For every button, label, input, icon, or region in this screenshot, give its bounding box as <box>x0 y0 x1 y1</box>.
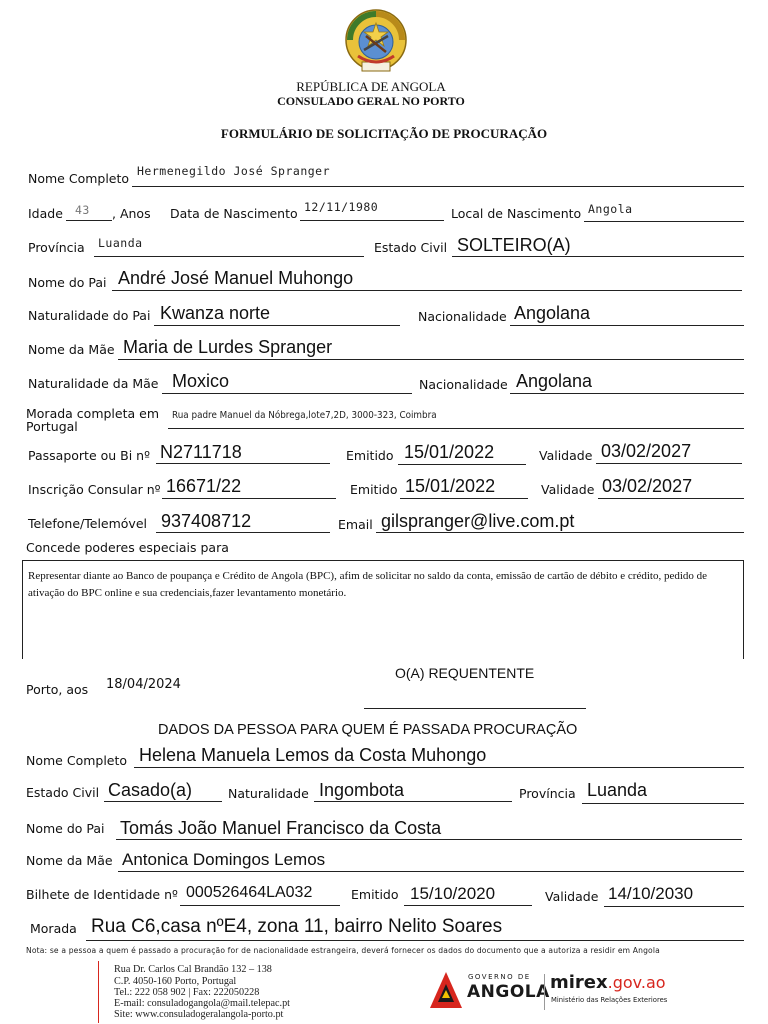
inscricao-validade-line <box>598 498 744 499</box>
attorney-emitido-label: Emitido <box>351 887 399 902</box>
attorney-provincia-line <box>582 803 744 804</box>
morada-label-line1: Morada completa em <box>26 406 159 421</box>
estado-civil-line <box>452 256 744 257</box>
attorney-validade-label: Validade <box>545 889 599 904</box>
nota-text: Nota: se a pessoa a quem é passado a procuração for de nacionalidade estrangeira, deverá fornecer os dados do documento que a autoriza a residir em Angola <box>26 946 660 955</box>
attorney-bi-value[interactable]: 000526464LA032 <box>186 884 313 901</box>
naturalidade-mae-value[interactable]: Moxico <box>172 371 230 391</box>
provincia-line <box>94 256 364 257</box>
passaporte-line <box>156 463 330 464</box>
data-nascimento-value[interactable]: 12/11/1980 <box>304 200 379 214</box>
attorney-nome-pai-value[interactable]: Tomás João Manuel Francisco da Costa <box>120 818 442 838</box>
passaporte-emitido-line <box>398 464 526 465</box>
footer-email[interactable]: E-mail: consuladogangola@mail.telepac.pt <box>114 998 291 1009</box>
nacionalidade-pai-line <box>510 325 744 326</box>
poderes-label: Concede poderes especiais para <box>26 540 229 555</box>
attorney-estado-civil-line <box>104 801 222 802</box>
anos-label: , Anos <box>112 206 151 221</box>
attorney-nome-mae-value[interactable]: Antonica Domingos Lemos <box>122 850 326 869</box>
morada-value[interactable]: Rua padre Manuel da Nóbrega,lote7,2D, 3000-323, Coimbra <box>172 410 437 421</box>
porto-aos-label: Porto, aos <box>26 682 89 697</box>
nome-mae-value[interactable]: Maria de Lurdes Spranger <box>123 337 333 357</box>
attorney-naturalidade-label: Naturalidade <box>228 786 309 801</box>
email-value[interactable]: gilspranger@live.com.pt <box>381 511 575 531</box>
attorney-provincia-value[interactable]: Luanda <box>587 780 648 800</box>
mirex-logo <box>550 972 666 993</box>
attorney-section-title: DADOS DA PESSOA PARA QUEM É PASSADA PROCURAÇÃO <box>158 722 578 738</box>
passaporte-label: Passaporte ou Bi nº <box>28 448 150 463</box>
attorney-nome-pai-label: Nome do Pai <box>26 821 105 836</box>
attorney-nome-value[interactable]: Helena Manuela Lemos da Costa Muhongo <box>139 745 487 765</box>
nacionalidade-pai-label: Nacionalidade <box>418 309 507 324</box>
footer-tel: Tel.: 222 058 902 | Fax: 222050228 <box>114 987 260 998</box>
attorney-emitido-value[interactable]: 15/10/2020 <box>410 884 496 903</box>
nome-mae-label: Nome da Mãe <box>28 342 115 357</box>
naturalidade-mae-line <box>162 393 412 394</box>
provincia-value[interactable]: Luanda <box>98 236 143 250</box>
angola-triangle-icon <box>428 970 464 1010</box>
nome-completo-value[interactable]: Hermenegildo José Spranger <box>137 164 331 178</box>
angola-text: ANGOLA <box>467 982 550 1002</box>
governo-angola-logo <box>428 970 550 1014</box>
requerente-signature-line[interactable] <box>364 708 586 709</box>
inscricao-validade-label: Validade <box>541 482 595 497</box>
email-line <box>376 532 744 533</box>
estado-civil-value[interactable]: SOLTEIRO(A) <box>457 235 571 255</box>
attorney-nome-label: Nome Completo <box>26 753 128 768</box>
morada-line <box>168 428 744 429</box>
footer-site[interactable]: Site: www.consuladogeralangola-porto.pt <box>114 1009 284 1020</box>
nacionalidade-mae-label: Nacionalidade <box>419 377 508 392</box>
naturalidade-mae-label: Naturalidade da Mãe <box>28 376 159 391</box>
angola-coat-of-arms-icon <box>340 6 412 78</box>
passaporte-emitido-value[interactable]: 15/01/2022 <box>404 442 495 462</box>
attorney-validade-line <box>604 906 744 907</box>
header-country: REPÚBLICA DE ANGOLA <box>296 79 446 94</box>
nacionalidade-mae-value[interactable]: Angolana <box>516 371 593 391</box>
mirex-gov-ao-text: .gov.ao <box>607 973 666 992</box>
telefone-value[interactable]: 937408712 <box>161 511 252 531</box>
attorney-nome-line <box>134 767 744 768</box>
footer-address-1: Rua Dr. Carlos Cal Brandão 132 – 138 <box>114 964 272 975</box>
inscricao-emitido-label: Emitido <box>350 482 398 497</box>
passaporte-validade-value[interactable]: 03/02/2027 <box>601 441 692 461</box>
passaporte-validade-line <box>596 463 742 464</box>
attorney-validade-value[interactable]: 14/10/2030 <box>608 884 694 903</box>
attorney-morada-value[interactable]: Rua C6,casa nºE4, zona 11, bairro Nelito Soares <box>91 916 503 937</box>
attorney-morada-line <box>86 940 744 941</box>
attorney-morada-label: Morada <box>30 921 77 936</box>
local-nascimento-label: Local de Nascimento <box>451 206 582 221</box>
nacionalidade-pai-value[interactable]: Angolana <box>514 303 591 323</box>
requerente-label: O(A) REQUENTENTE <box>395 665 535 681</box>
attorney-bi-label: Bilhete de Identidade nº <box>26 887 178 902</box>
attorney-naturalidade-value[interactable]: Ingombota <box>319 780 405 800</box>
attorney-naturalidade-line <box>314 801 512 802</box>
nacionalidade-mae-line <box>510 393 744 394</box>
passaporte-validade-label: Validade <box>539 448 593 463</box>
header-consulate: CONSULADO GERAL NO PORTO <box>277 94 465 108</box>
ministerio-text: Ministério das Relações Exteriores <box>551 996 668 1004</box>
email-label: Email <box>338 517 373 532</box>
provincia-label: Província <box>28 240 85 255</box>
footer-address-2: C.P. 4050-160 Porto, Portugal <box>114 976 237 987</box>
nome-mae-line <box>118 359 744 360</box>
passaporte-emitido-label: Emitido <box>346 448 394 463</box>
attorney-provincia-label: Província <box>519 786 576 801</box>
nome-pai-label: Nome do Pai <box>28 275 107 290</box>
attorney-estado-civil-value[interactable]: Casado(a) <box>108 780 193 800</box>
footer-divider <box>98 961 99 1023</box>
morada-label-line2: Portugal <box>26 419 78 434</box>
coat-of-arms-emblem <box>340 6 412 78</box>
estado-civil-label: Estado Civil <box>374 240 448 255</box>
signature-date[interactable]: 18/04/2024 <box>106 677 181 692</box>
telefone-line <box>156 532 330 533</box>
nome-pai-value[interactable]: André José Manuel Muhongo <box>118 268 354 288</box>
nome-completo-line <box>132 186 744 187</box>
nome-completo-label: Nome Completo <box>28 171 130 186</box>
naturalidade-pai-label: Naturalidade do Pai <box>28 308 151 323</box>
inscricao-consular-value[interactable]: 16671/22 <box>166 476 242 496</box>
attorney-bi-line <box>180 905 340 906</box>
governo-de-text: GOVERNO DE <box>468 973 531 981</box>
attorney-nome-mae-line <box>118 871 744 872</box>
inscricao-validade-value[interactable]: 03/02/2027 <box>602 476 693 496</box>
attorney-emitido-line <box>404 905 532 906</box>
data-nascimento-label: Data de Nascimento <box>170 206 298 221</box>
mirex-text: mirex <box>550 972 608 993</box>
form-title: FORMULÁRIO DE SOLICITAÇÃO DE PROCURAÇÃO <box>220 126 548 141</box>
nome-pai-line <box>112 290 742 291</box>
logo-separator <box>544 974 545 1010</box>
attorney-nome-mae-label: Nome da Mãe <box>26 853 113 868</box>
naturalidade-pai-line <box>154 325 400 326</box>
poderes-box[interactable] <box>22 560 744 659</box>
telefone-label: Telefone/Telemóvel <box>28 516 147 531</box>
local-nascimento-value[interactable]: Angola <box>588 202 633 216</box>
inscricao-consular-line <box>162 498 336 499</box>
passaporte-value[interactable]: N2711718 <box>160 442 242 462</box>
attorney-estado-civil-label: Estado Civil <box>26 785 100 800</box>
data-nascimento-line <box>300 220 444 221</box>
naturalidade-pai-value[interactable]: Kwanza norte <box>160 303 271 323</box>
attorney-nome-pai-line <box>116 839 742 840</box>
idade-label: Idade <box>28 206 63 221</box>
local-nascimento-line <box>584 221 744 222</box>
idade-value[interactable]: 43 <box>75 203 90 217</box>
idade-line <box>66 220 112 221</box>
inscricao-emitido-line <box>400 498 528 499</box>
inscricao-emitido-value[interactable]: 15/01/2022 <box>405 476 496 496</box>
poderes-text: Representar diante ao Banco de poupança e Crédito de Angola (BPC), afim de solicitar no saldo da conta, emissão de cartão de débito e crédito, pedido de ativação do BPC online e sua credenciais,fazer levantamento monetário. <box>28 570 708 599</box>
inscricao-consular-label: Inscrição Consular nº <box>28 482 161 497</box>
